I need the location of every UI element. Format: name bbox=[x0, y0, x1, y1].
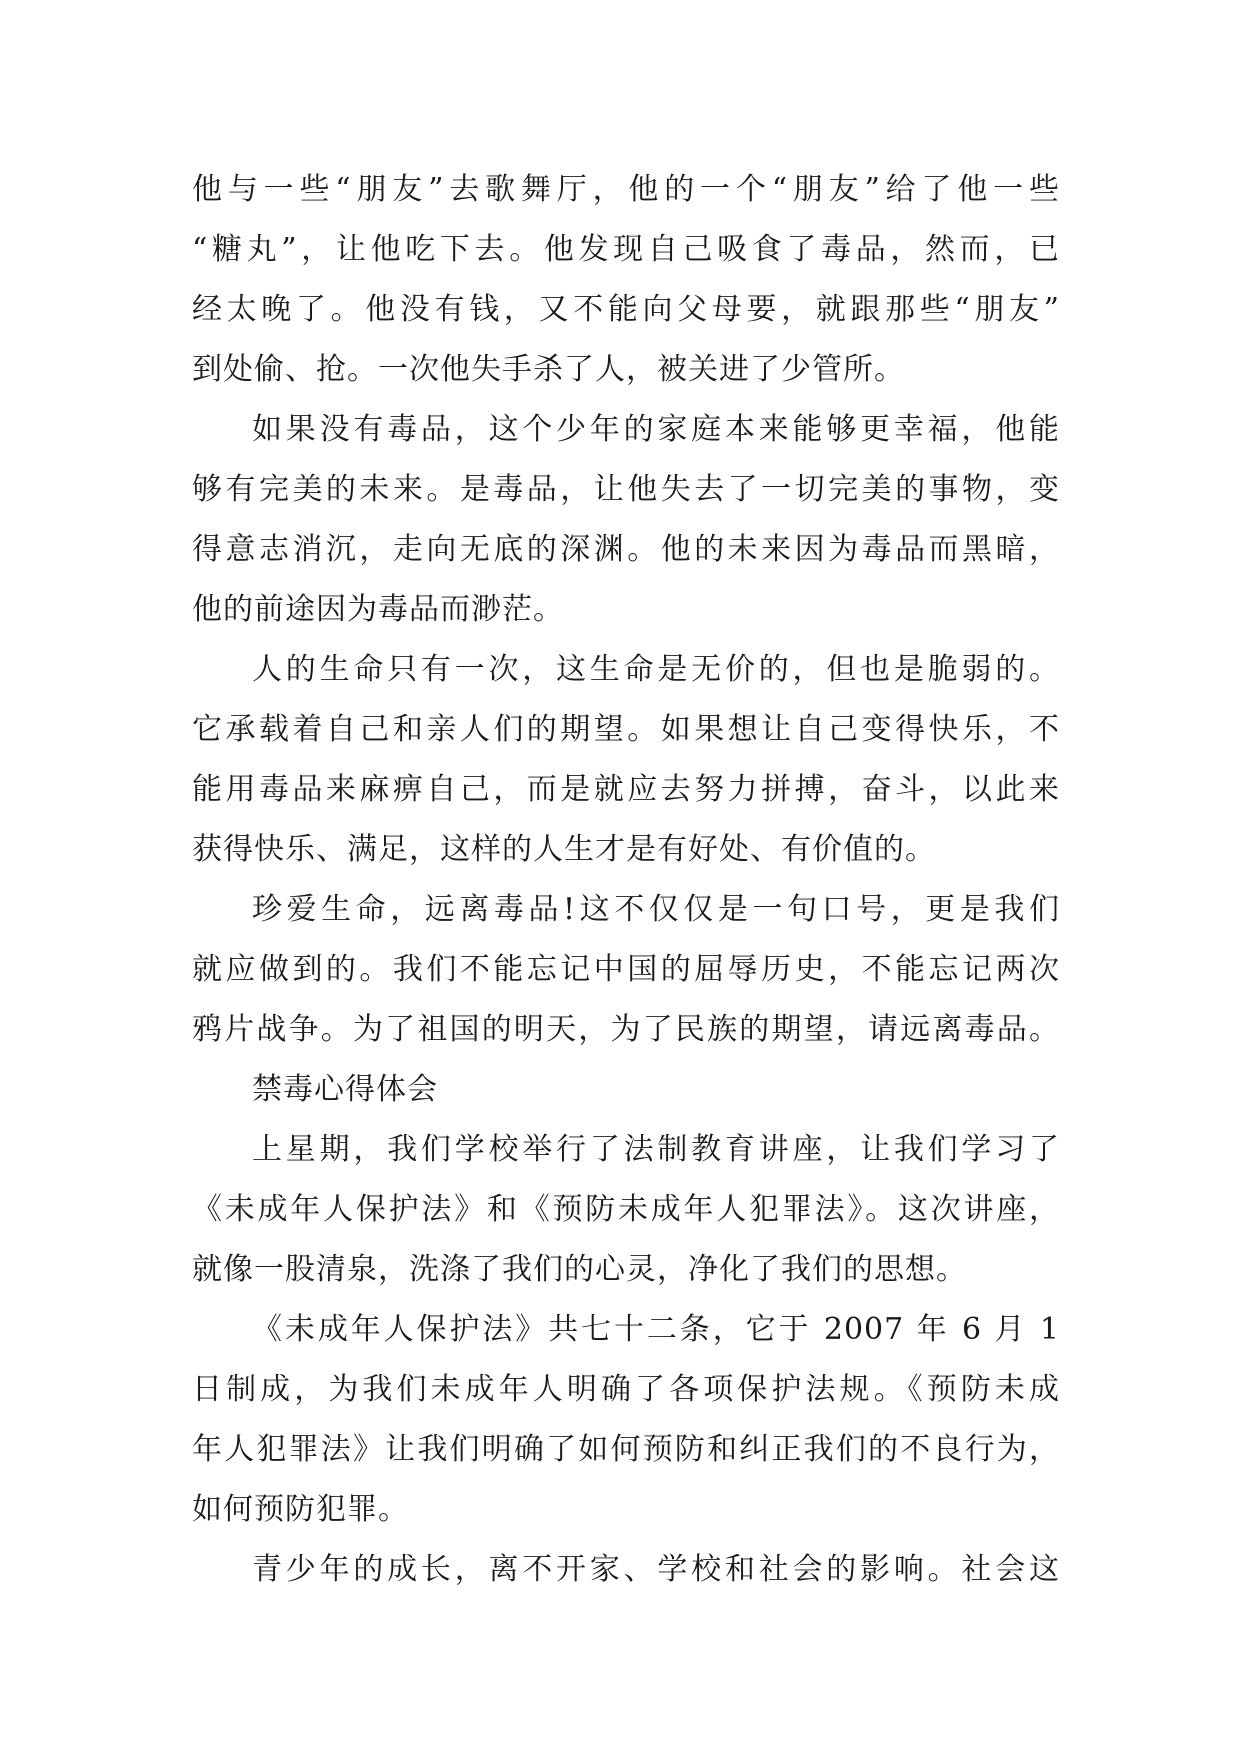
text-line: 经太晚了。他没有钱，又不能向父母要，就跟那些“朋友” bbox=[192, 292, 1060, 327]
text-line: 年人犯罪法》让我们明确了如何预防和纠正我们的不良行为， bbox=[192, 1432, 1060, 1467]
text-line: 鸦片战争。为了祖国的明天，为了民族的期望，请远离毒品。 bbox=[192, 1012, 1060, 1047]
text-line: 如何预防犯罪。 bbox=[192, 1492, 409, 1527]
text-line: 珍爱生命，远离毒品!这不仅仅是一句口号，更是我们 bbox=[252, 892, 1060, 927]
text-line: 就应做到的。我们不能忘记中国的屈辱历史，不能忘记两次 bbox=[192, 952, 1060, 987]
text-line: 到处偷、抢。一次他失手杀了人，被关进了少管所。 bbox=[192, 352, 905, 387]
document-body bbox=[192, 160, 1060, 1600]
text-line: 他与一些“朋友”去歌舞厅，他的一个“朋友”给了他一些 bbox=[192, 172, 1060, 207]
text-line: 禁毒心得体会 bbox=[252, 1072, 438, 1107]
text-line: 《未成年人保护法》共七十二条，它于 2007 年 6 月 1 bbox=[252, 1312, 1060, 1347]
text-line: 得意志消沉，走向无底的深渊。他的未来因为毒品而黑暗， bbox=[192, 532, 1060, 567]
text-line: 如果没有毒品，这个少年的家庭本来能够更幸福，他能 bbox=[252, 412, 1060, 447]
text-line: “糖丸”，让他吃下去。他发现自己吸食了毒品，然而，已 bbox=[192, 232, 1060, 267]
text-line: 够有完美的未来。是毒品，让他失去了一切完美的事物，变 bbox=[192, 472, 1060, 507]
text-line: 人的生命只有一次，这生命是无价的，但也是脆弱的。 bbox=[252, 652, 1060, 687]
text-line: 它承载着自己和亲人们的期望。如果想让自己变得快乐，不 bbox=[192, 712, 1060, 747]
text-line: 获得快乐、满足，这样的人生才是有好处、有价值的。 bbox=[192, 832, 936, 867]
text-line: 能用毒品来麻痹自己，而是就应去努力拼搏，奋斗，以此来 bbox=[192, 772, 1060, 807]
text-line: 青少年的成长，离不开家、学校和社会的影响。社会这 bbox=[252, 1552, 1060, 1587]
text-line: 上星期，我们学校举行了法制教育讲座，让我们学习了 bbox=[252, 1132, 1060, 1167]
text-line: 就像一股清泉，洗涤了我们的心灵，净化了我们的思想。 bbox=[192, 1252, 967, 1287]
text-line: 日制成，为我们未成年人明确了各项保护法规。《预防未成 bbox=[192, 1372, 1060, 1407]
text-line: 他的前途因为毒品而渺茫。 bbox=[192, 592, 564, 627]
text-line: 《未成年人保护法》和《预防未成年人犯罪法》。这次讲座， bbox=[192, 1192, 1060, 1227]
